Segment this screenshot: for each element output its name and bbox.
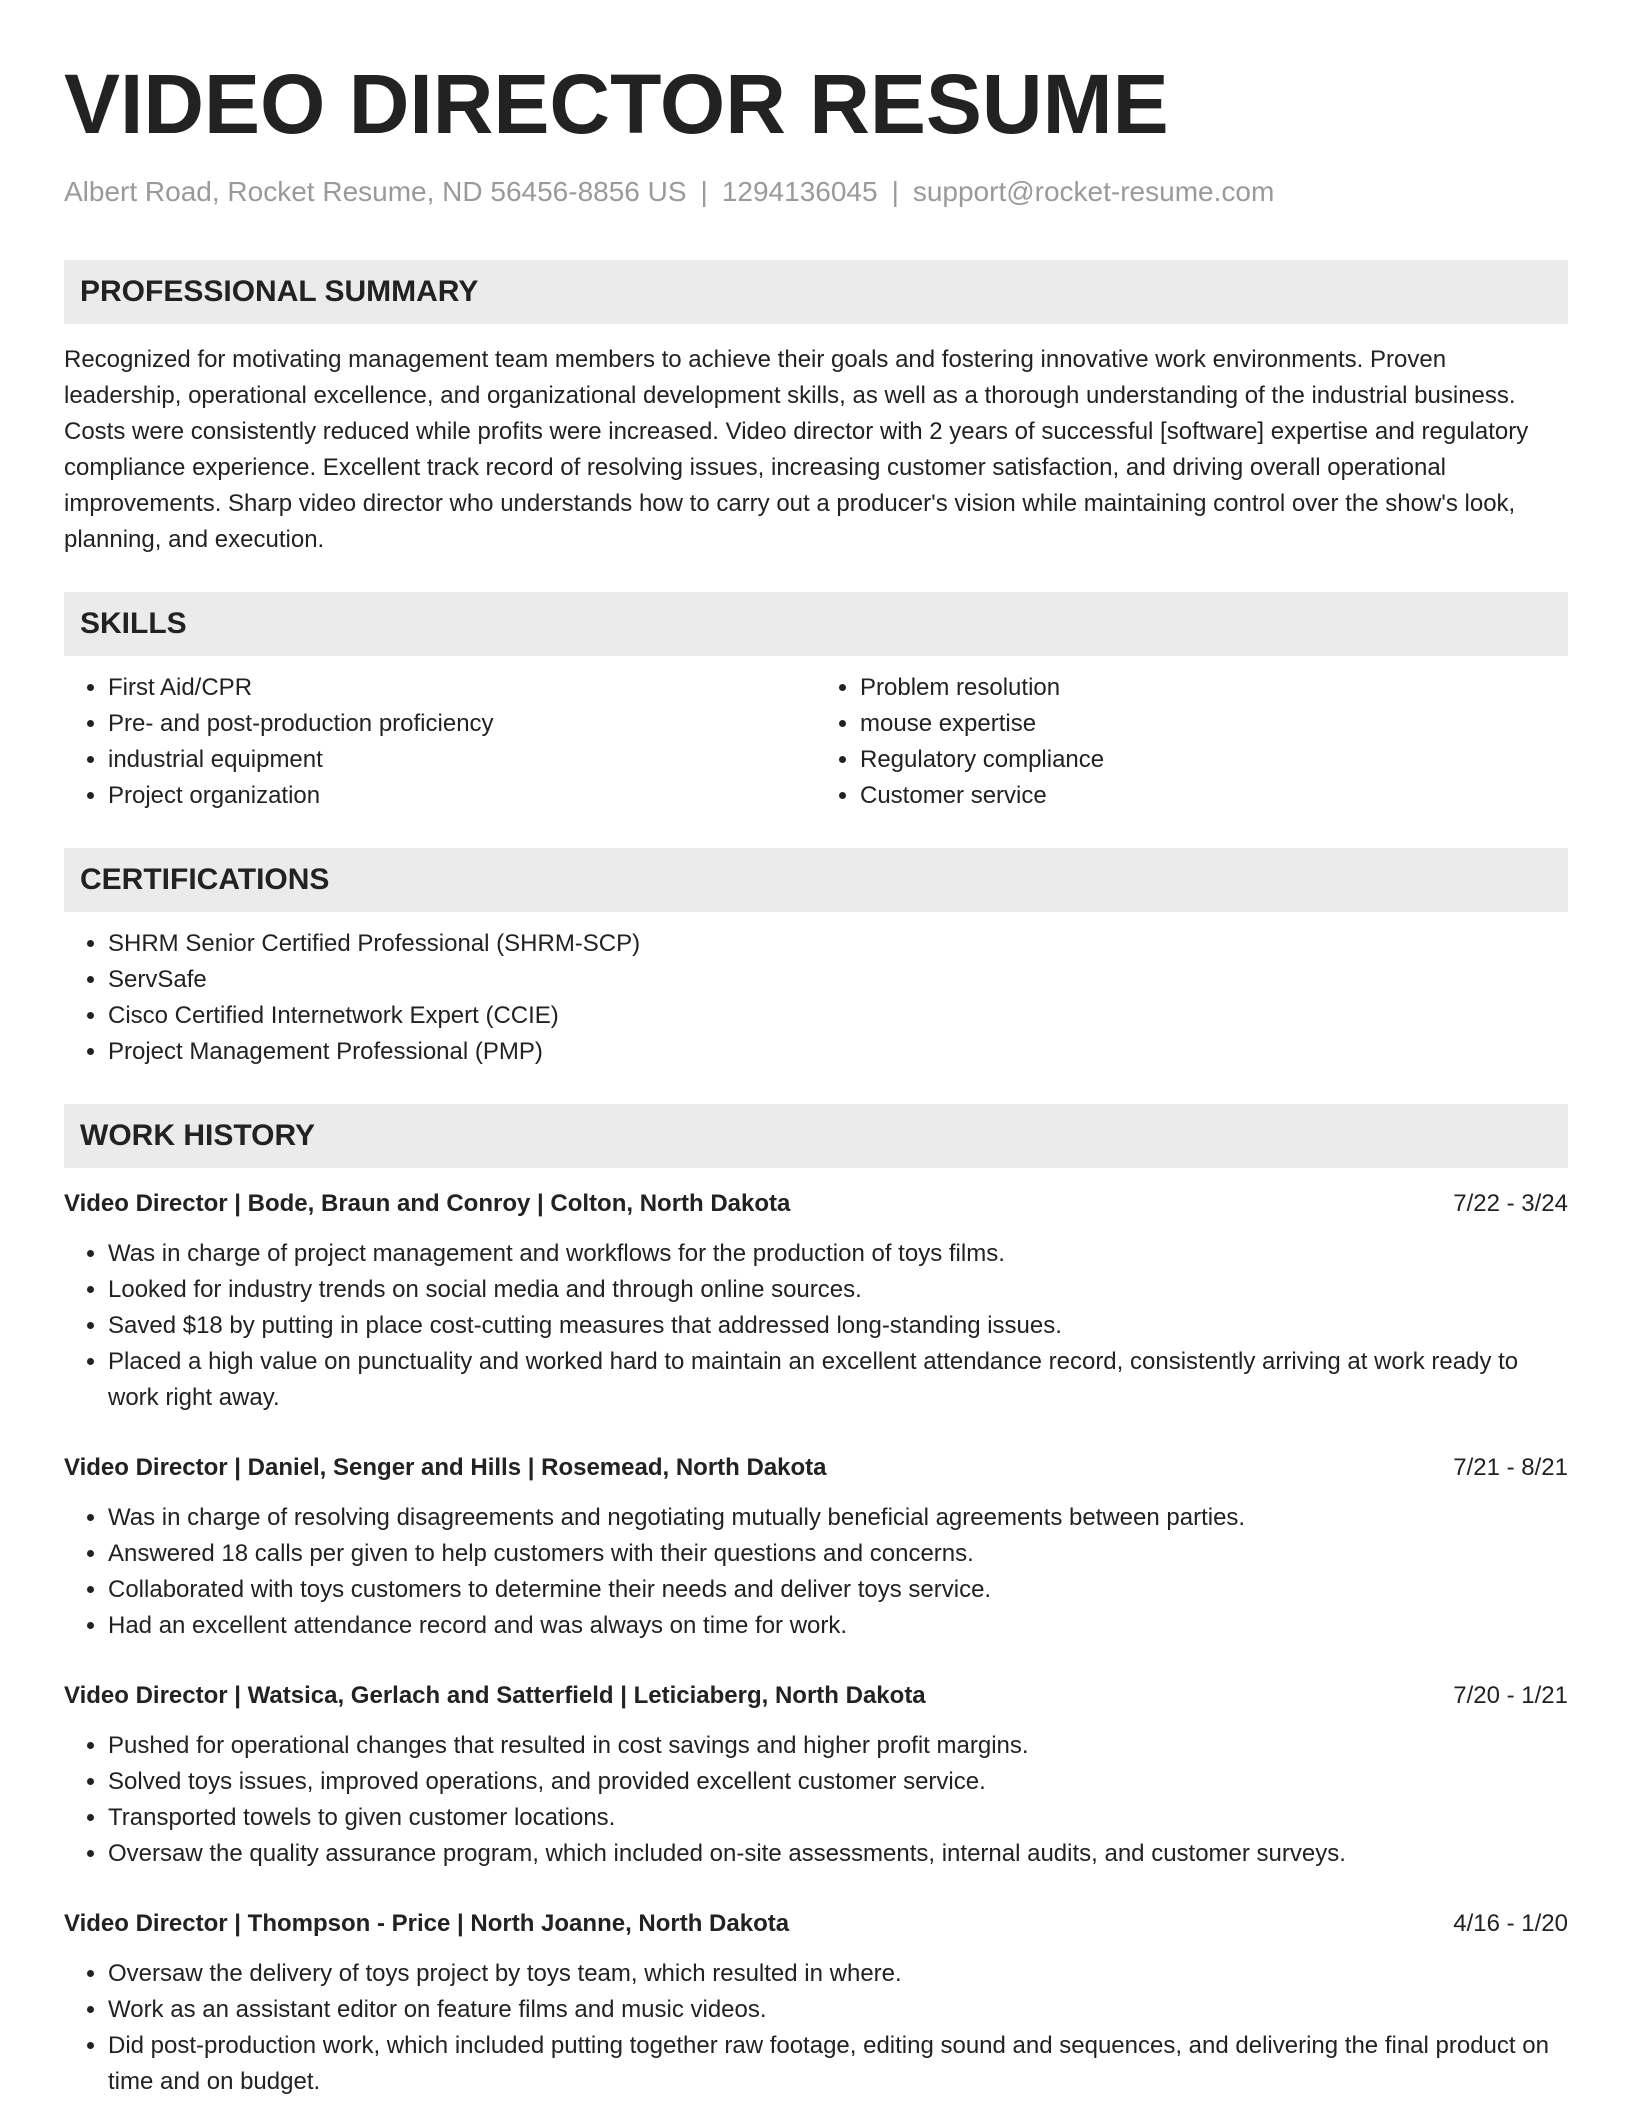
job-bullet: • Collaborated with toys customers to determine their needs and deliver toys service. xyxy=(108,1572,1568,1608)
job-bullet: • Oversaw the delivery of toys project by toys team, which resulted in where. xyxy=(108,1956,1568,1992)
job-bullet: • Looked for industry trends on social media and through online sources. xyxy=(108,1272,1568,1308)
skills-list-left xyxy=(64,670,816,814)
job-bullets xyxy=(64,1500,1568,1644)
job-bullet: • Did post-production work, which included putting together raw footage, editing sound and sequences, and delivering the final product on time and on budget. xyxy=(108,2028,1568,2100)
skill-item: • industrial equipment xyxy=(108,742,816,778)
contact-address: Albert Road, Rocket Resume, ND 56456-8856 US xyxy=(64,176,687,207)
contact-line xyxy=(64,174,1568,210)
job-bullet: • Pushed for operational changes that resulted in cost savings and higher profit margins. xyxy=(108,1728,1568,1764)
job-title: Video Director | Daniel, Senger and Hills | Rosemead, North Dakota xyxy=(64,1454,827,1481)
section-header-skills: SKILLS xyxy=(64,592,1568,656)
job-bullet: • Transported towels to given customer locations. xyxy=(108,1800,1568,1836)
job-entry xyxy=(64,1906,1568,2100)
job-bullet: • Solved toys issues, improved operations, and provided excellent customer service. xyxy=(108,1764,1568,1800)
job-dates: 7/21 - 8/21 xyxy=(1453,1454,1568,1481)
job-bullet: • Work as an assistant editor on feature films and music videos. xyxy=(108,1992,1568,2028)
skill-item: • Problem resolution xyxy=(860,670,1568,706)
job-bullets xyxy=(64,1956,1568,2100)
section-header-certifications: CERTIFICATIONS xyxy=(64,848,1568,912)
certification-item: • ServSafe xyxy=(108,962,1568,998)
certifications-list xyxy=(64,926,1568,1070)
job-entry xyxy=(64,1450,1568,1644)
job-header xyxy=(64,1906,1568,1942)
job-bullet: • Was in charge of resolving disagreements and negotiating mutually beneficial agreements between parties. xyxy=(108,1500,1568,1536)
job-bullet: • Was in charge of project management and workflows for the production of toys films. xyxy=(108,1236,1568,1272)
skills-columns xyxy=(64,656,1568,814)
skill-item: • Project organization xyxy=(108,778,816,814)
job-header xyxy=(64,1678,1568,1714)
job-dates: 7/20 - 1/21 xyxy=(1453,1682,1568,1709)
job-bullet: • Oversaw the quality assurance program, which included on-site assessments, internal audits, and customer surveys. xyxy=(108,1836,1568,1872)
skills-list-right xyxy=(816,670,1568,814)
job-title: Video Director | Watsica, Gerlach and Satterfield | Leticiaberg, North Dakota xyxy=(64,1682,926,1709)
job-bullet: • Answered 18 calls per given to help customers with their questions and concerns. xyxy=(108,1536,1568,1572)
resume-title: VIDEO DIRECTOR RESUME xyxy=(64,57,1169,151)
job-bullets xyxy=(64,1236,1568,1416)
contact-email: support@rocket-resume.com xyxy=(912,176,1275,207)
job-bullet: • Saved $18 by putting in place cost-cutting measures that addressed long-standing issues. xyxy=(108,1308,1568,1344)
job-title: Video Director | Bode, Braun and Conroy | Colton, North Dakota xyxy=(64,1190,791,1217)
section-header-summary: PROFESSIONAL SUMMARY xyxy=(64,260,1568,324)
skill-item: • Regulatory compliance xyxy=(860,742,1568,778)
skill-item: • mouse expertise xyxy=(860,706,1568,742)
job-entry xyxy=(64,1186,1568,1416)
summary-text: Recognized for motivating management team members to achieve their goals and fostering innovative work environments. Proven leadership, operational excellence, and organizational development skills, as well as a thorough understanding of the industrial business. Costs were consistently reduced while profits were increased. Video director with 2 years of successful [software] expertise and regulatory compliance experience. Excellent track record of resolving issues, increasing customer satisfaction, and driving overall operational improvements. Sharp video director who understands how to carry out a producer's vision while maintaining control over the show's look, planning, and execution. xyxy=(64,346,1529,553)
skill-item: • Pre- and post-production proficiency xyxy=(108,706,816,742)
contact-phone: 1294136045 xyxy=(721,176,878,207)
job-bullets xyxy=(64,1728,1568,1872)
section-header-work-history: WORK HISTORY xyxy=(64,1104,1568,1168)
contact-separator: | xyxy=(891,176,899,207)
job-header xyxy=(64,1186,1568,1222)
certification-item: • Cisco Certified Internetwork Expert (CCIE) xyxy=(108,998,1568,1034)
job-entry xyxy=(64,1678,1568,1872)
job-title: Video Director | Thompson - Price | North Joanne, North Dakota xyxy=(64,1910,790,1937)
job-dates: 4/16 - 1/20 xyxy=(1453,1910,1568,1937)
skill-item: • First Aid/CPR xyxy=(108,670,816,706)
job-bullet: • Had an excellent attendance record and was always on time for work. xyxy=(108,1608,1568,1644)
certification-item: • Project Management Professional (PMP) xyxy=(108,1034,1568,1070)
certification-item: • SHRM Senior Certified Professional (SHRM-SCP) xyxy=(108,926,1568,962)
job-bullet: • Placed a high value on punctuality and worked hard to maintain an excellent attendance record, consistently arriving at work ready to work right away. xyxy=(108,1344,1568,1416)
job-header xyxy=(64,1450,1568,1486)
contact-separator: | xyxy=(700,176,708,207)
skill-item: • Customer service xyxy=(860,778,1568,814)
job-dates: 7/22 - 3/24 xyxy=(1453,1190,1568,1217)
